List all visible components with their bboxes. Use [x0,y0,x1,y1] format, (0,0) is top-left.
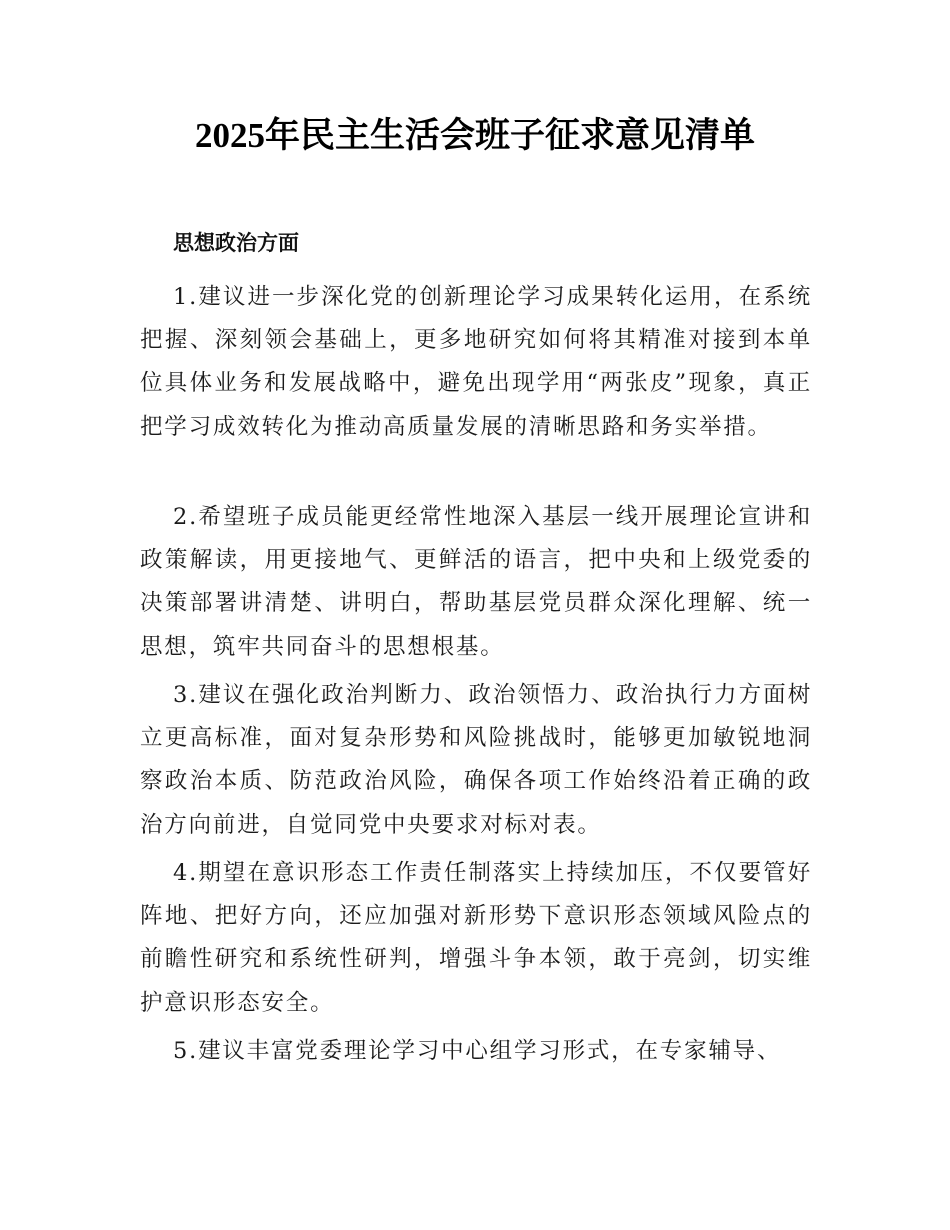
opinion-item-4: 4.期望在意识形态工作责任制落实上持续加压，不仅要管好阵地、把好方向，还应加强对新形势下意识形态领域风险点的前瞻性研究和系统性研判，增强斗争本领，敢于亮剑，切实维护意识形态安全。 [140,860,812,1016]
section-heading-ideology-politics: 思想政治方面 [173,231,299,255]
opinion-item-1: 1.建议进一步深化党的创新理论学习成果转化运用，在系统把握、深刻领会基础上，更多地研究如何将其精准对接到本单位具体业务和发展战略中，避免出现学用“两张皮”现象，真正把学习成效转化为推动高质量发展的清晰思路和务实举措。 [140,284,812,440]
opinion-item-3: 3.建议在强化政治判断力、政治领悟力、政治执行力方面树立更高标准，面对复杂形势和风险挑战时，能够更加敏锐地洞察政治本质、防范政治风险，确保各项工作始终沿着正确的政治方向前进，自觉同党中央要求对标对表。 [140,682,812,838]
document-title: 2025年民主生活会班子征求意见清单 [194,116,755,155]
opinion-item-5: 5.建议丰富党委理论学习中心组学习形式，在专家辅导、 [173,1038,782,1064]
opinion-item-2: 2.希望班子成员能更经常性地深入基层一线开展理论宣讲和政策解读，用更接地气、更鲜活的语言，把中央和上级党委的决策部署讲清楚、讲明白，帮助基层党员群众深化理解、统一思想，筑牢共同奋斗的思想根基。 [140,504,812,660]
